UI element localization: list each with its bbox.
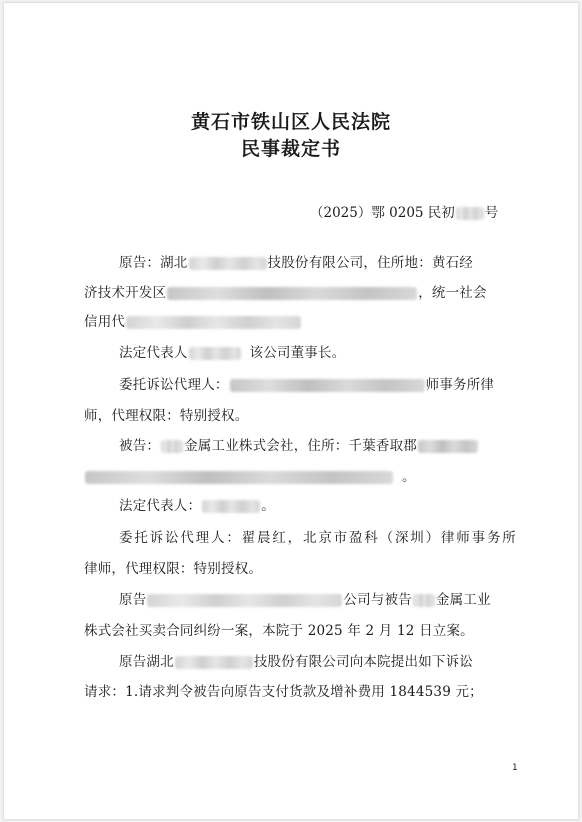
text-segment: 律师，代理权限：特别授权。 bbox=[84, 561, 263, 577]
text-segment: 法定代表人 bbox=[119, 345, 188, 361]
paragraph-line bbox=[119, 437, 516, 455]
text-segment: 委托诉讼代理人： bbox=[119, 377, 229, 393]
page-number: 1 bbox=[512, 763, 518, 773]
paragraph-line bbox=[119, 376, 516, 394]
text-segment: 师事务所律 bbox=[425, 377, 495, 393]
text-segment: 法定代表人： bbox=[119, 498, 202, 514]
text-segment: 原告湖北 bbox=[119, 654, 174, 670]
text-segment: 株式会社买卖合同纠纷一案，本院于 2025 年 2 月 12 日立案。 bbox=[84, 623, 474, 639]
redacted-text bbox=[456, 207, 484, 220]
paragraph-line bbox=[84, 560, 516, 578]
redacted-text bbox=[175, 656, 253, 669]
text-segment: 请求：1.请求判令被告向原告支付货款及增补费用 1844539 元； bbox=[84, 684, 483, 700]
paragraph-line bbox=[84, 407, 516, 425]
paragraph-line bbox=[84, 313, 516, 331]
paragraph-line bbox=[119, 529, 516, 547]
redacted-text bbox=[161, 440, 183, 453]
text-segment: 公司与被告 bbox=[343, 592, 412, 608]
redacted-text bbox=[189, 347, 241, 360]
redacted-text bbox=[418, 440, 478, 453]
redacted-text bbox=[413, 594, 435, 607]
redacted-text bbox=[85, 471, 393, 484]
text-segment: 该公司董事长。 bbox=[249, 345, 346, 361]
document-page bbox=[3, 2, 579, 820]
text-segment: 金属工业株式会社，住所：千葉香取郡 bbox=[184, 438, 418, 454]
paragraph-line bbox=[84, 468, 516, 486]
redacted-text bbox=[230, 379, 425, 392]
redacted-text bbox=[167, 287, 417, 300]
paragraph-line bbox=[119, 344, 516, 362]
court-name-heading: 黄石市铁山区人民法院 bbox=[190, 111, 391, 133]
paragraph-line bbox=[119, 254, 516, 272]
paragraph-line bbox=[84, 683, 516, 701]
text-segment: 金属工业 bbox=[435, 592, 491, 608]
paragraph-line bbox=[84, 622, 516, 640]
text-segment: 济技术开发区 bbox=[84, 285, 167, 301]
document-type-heading: 民事裁定书 bbox=[240, 138, 341, 160]
redacted-text bbox=[202, 500, 260, 513]
text-segment: 被告： bbox=[119, 438, 161, 454]
text-segment: 技股份有限公司，住所地：黄石经 bbox=[267, 255, 473, 271]
text-segment: 。 bbox=[402, 469, 416, 485]
redacted-text bbox=[147, 594, 342, 607]
paragraph-line bbox=[119, 653, 516, 671]
case-number bbox=[310, 201, 498, 221]
paragraph-line bbox=[119, 591, 516, 609]
text-segment: 原告 bbox=[119, 592, 147, 608]
redacted-text bbox=[189, 257, 267, 270]
paragraph-line bbox=[119, 497, 516, 515]
redacted-text bbox=[126, 316, 301, 329]
text-segment: ，统一社会 bbox=[418, 285, 487, 301]
text-segment: 委托诉讼代理人：翟晨红，北京市盈科（深圳）律师事务所 bbox=[119, 530, 516, 546]
text-segment: 师，代理权限：特别授权。 bbox=[84, 408, 249, 424]
case-number-prefix: （2025）鄂 0205 民初 bbox=[310, 205, 455, 221]
case-number-suffix: 号 bbox=[484, 205, 499, 221]
text-segment: 原告：湖北 bbox=[119, 255, 188, 271]
text-segment: 。 bbox=[261, 498, 275, 514]
text-segment: 技股份有限公司向本院提出如下诉讼 bbox=[253, 654, 474, 670]
paragraph-line bbox=[84, 284, 516, 302]
text-segment: 信用代 bbox=[84, 314, 126, 330]
